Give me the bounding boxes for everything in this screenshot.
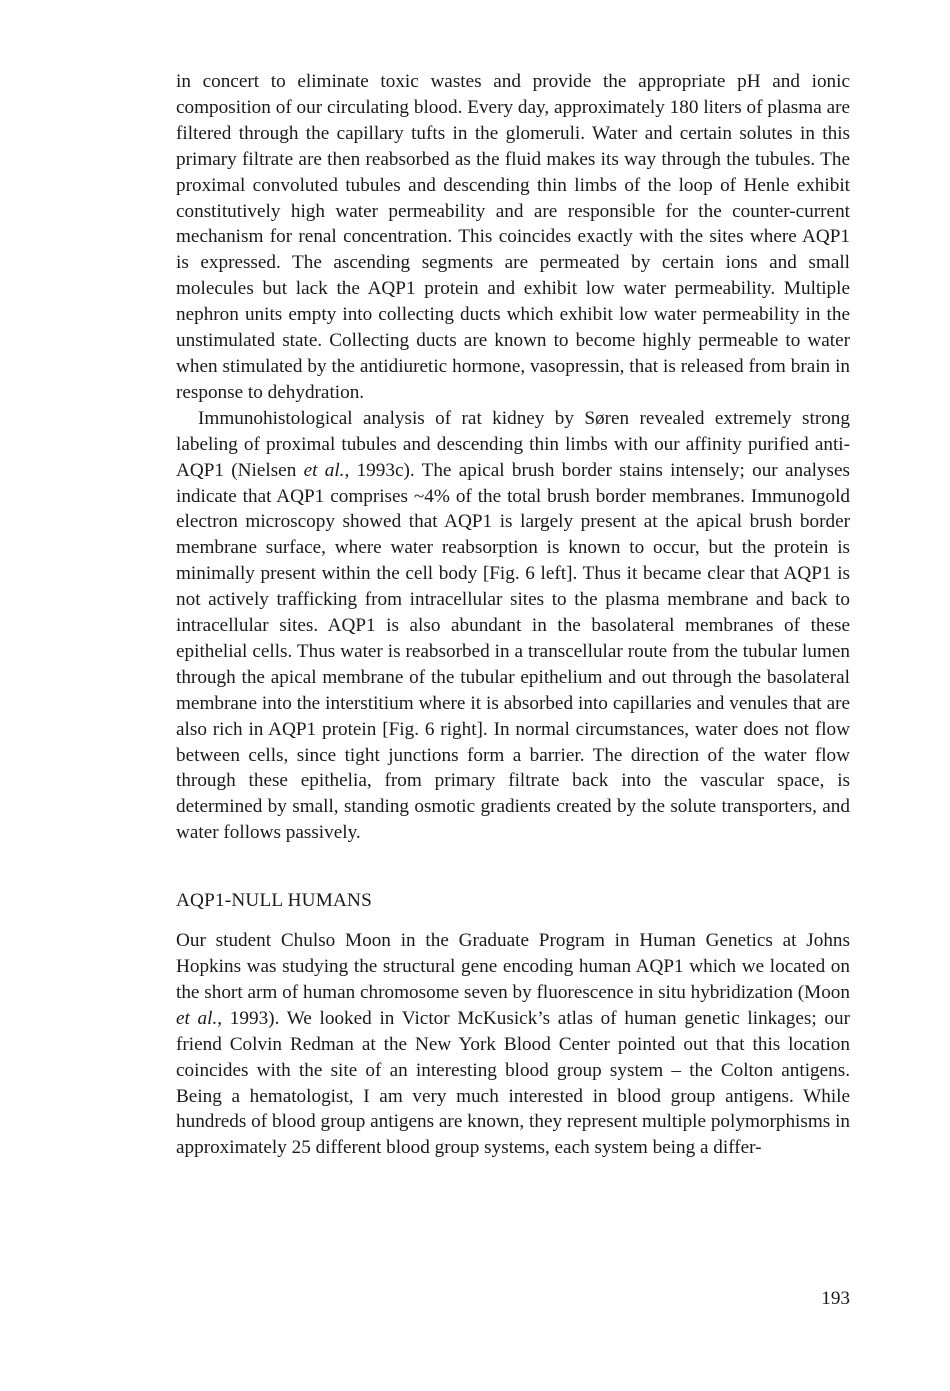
section-heading: AQP1-NULL HUMANS [176,890,372,912]
page-body [176,69,850,1161]
paragraph-2-text-start: Immunohistological analysis of rat kidney by Søren revealed extremely strong labeling of proximal tubules and descending thin limbs with our affinity purified anti-AQP1 (Nielsen [176,407,850,481]
paragraph-3-text-start: Our student Chulso Moon in the Graduate Program in Human Genetics at Johns Hopkins was studying the structural gene encoding human AQP1 which we located on the short arm of human chromosome seven by fluorescence in situ hybridization (Moon [176,930,850,1003]
paragraph-2-text-end: , 1993c). The apical brush border stains intensely; our analyses indicate that AQP1 comprises ~4% of the total brush border membranes. Immunogold electron microscopy showed that AQP1 is largely present at the apical brush border membrane surface, where water reabsorption is known to occur, but the protein is minimally present within the cell body [Fig. 6 left]. Thus it became clear that AQP1 is not actively trafficking from intracellular sites to the plasma membrane and back to intracellular sites. AQP1 is also abundant in the basolateral membranes of these epithelial cells. Thus water is reabsorbed in a transcellular route from the tubular lumen through the apical membrane of the tubular epithelium and out through the basolateral membrane into the interstitium where it is absorbed into capillaries and venules that are also rich in AQP1 protein [Fig. 6 right]. In normal circumstances, water does not flow between cells, since tight junctions form a barrier. The direction of the water flow through these epithelia, from primary filtrate back into the vascular space, is determined by small, standing osmotic gradients created by the solute transporters, and water follows passively. [176,459,850,844]
paragraph-3-text-end: , 1993). We looked in Victor McKusick’s atlas of human genetic linkages; our friend Colvin Redman at the New York Blood Center pointed out that this location coincides with the site of an interesting blood group system – the Colton antigens. Being a hematologist, I am very much interested in blood group antigens. While hundreds of blood group antigens are known, they represent multiple polymorphisms in approximately 25 different blood group systems, each system being a differ- [176,1007,850,1159]
body-paragraph-3 [176,928,850,1161]
citation-et-al: et al. [176,1007,218,1029]
body-paragraph-2 [176,406,850,846]
citation-et-al: et al. [303,459,345,481]
body-paragraph-1: in concert to eliminate toxic wastes and provide the appropriate pH and ionic composition of our circulating blood. Every day, approximately 180 liters of plasma are filtered through the capillary tufts in the glomeruli. Water and certain solutes in this primary filtrate are then reabsorbed as the fluid makes its way through the tubules. The proximal convoluted tubules and descending thin limbs of the loop of Henle exhibit constitutively high water permeability and are responsible for the counter-current mechanism for renal concentration. This coincides exactly with the sites where AQP1 is expressed. The ascending segments are permeated by certain ions and small molecules but lack the AQP1 protein and exhibit low water permeability. Multiple nephron units empty into collecting ducts which exhibit low water permeability in the unstimulated state. Collecting ducts are known to become highly permeable to water when stimulated by the antidiuretic hormone, vasopressin, that is released from brain in response to dehydration. [176,71,850,403]
page-number: 193 [821,1288,850,1309]
